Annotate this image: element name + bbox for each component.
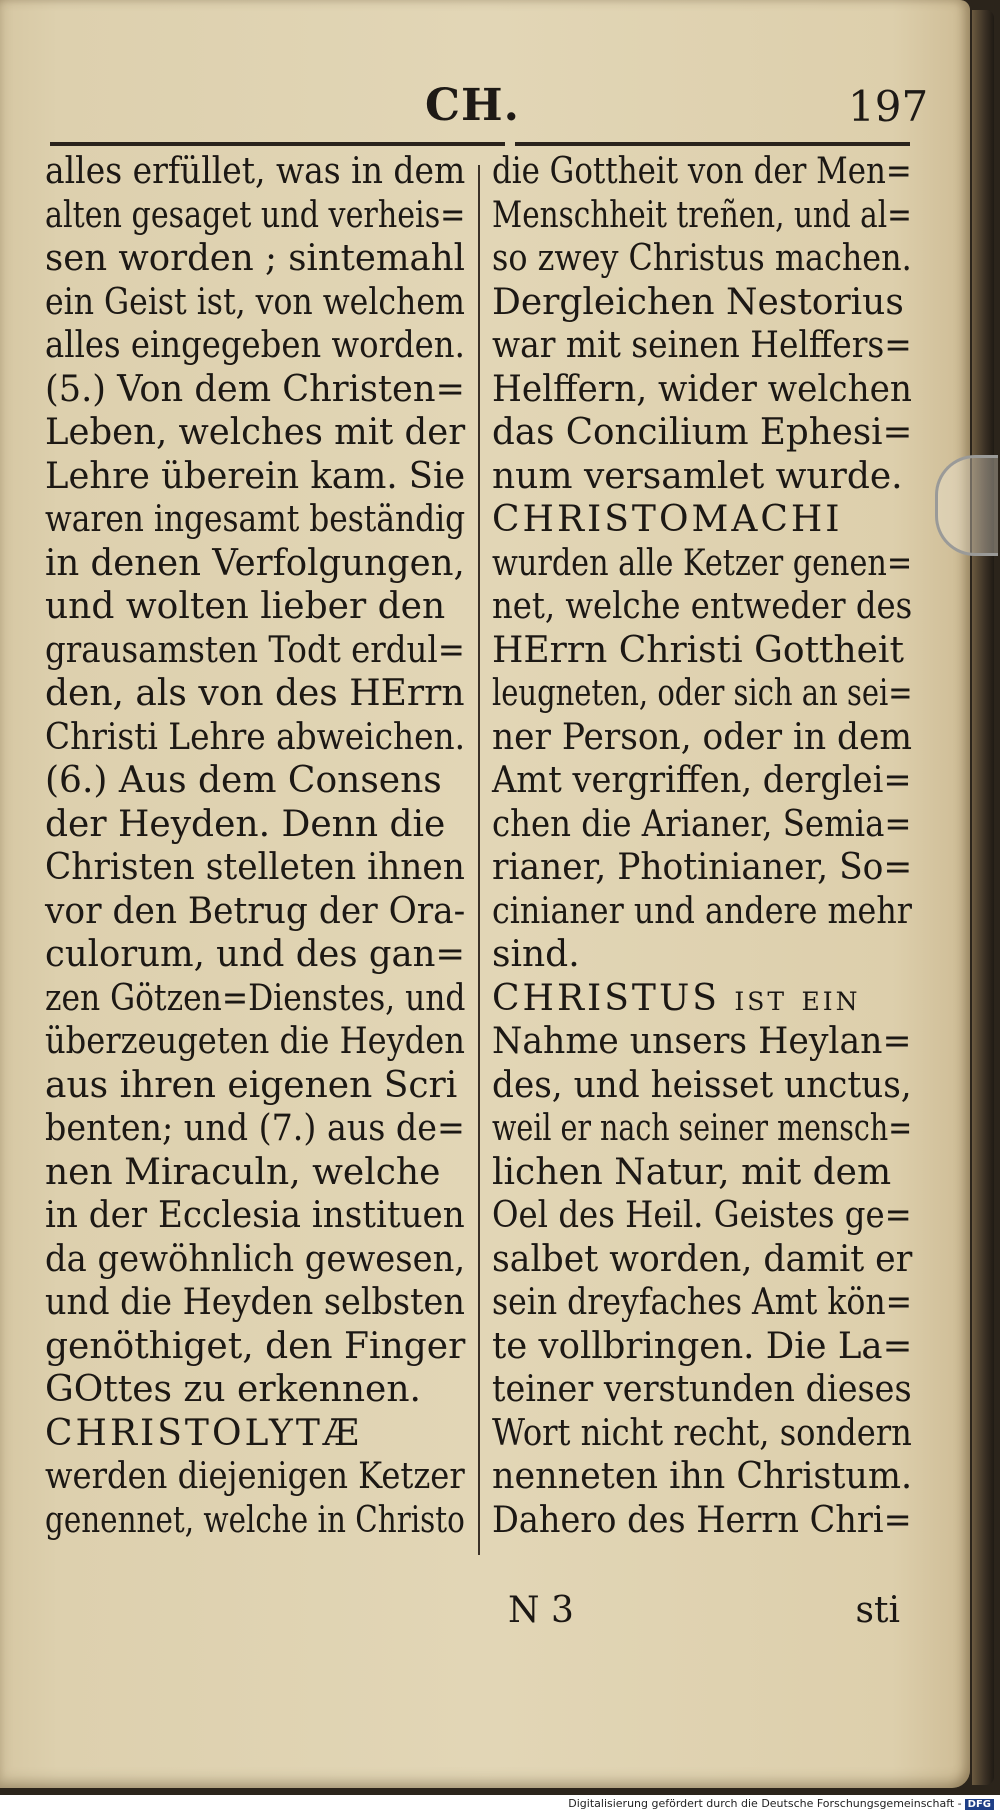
text-line: Menschheit treñen, und al= — [492, 194, 912, 236]
text-line: teiner verstunden dieses — [492, 1369, 912, 1410]
text-line: die Gottheit von der Men= — [492, 151, 912, 192]
text-line: den, als von des HErrn — [45, 673, 465, 714]
text-line: war mit seinen Helffers= — [492, 325, 912, 366]
text-line: culorum, und des gan= — [45, 934, 466, 975]
text-line: und die Heyden selbsten — [45, 1282, 465, 1323]
text-line: zen Götzen=Dienstes, und — [45, 977, 466, 1019]
text-line: das Concilium Ephesi= — [492, 412, 913, 453]
text-line: rianer, Photinianer, So= — [492, 847, 913, 888]
text-line: salbet worden, damit er — [492, 1238, 913, 1280]
text-line: alles erfüllet, was in dem — [45, 151, 466, 192]
text-line: und wolten lieber den — [45, 586, 446, 627]
text-line: Christen stelleten ihnen — [45, 847, 465, 888]
text-line: benten; und (7.) aus de= — [45, 1108, 465, 1149]
text-line: nen Miraculn, welche — [45, 1151, 441, 1193]
text-line: vor den Betrug der Ora- — [45, 890, 466, 932]
text-line: wurden alle Ketzer genen= — [492, 542, 913, 584]
text-line: werden diejenigen Ketzer — [45, 1456, 465, 1497]
text-line: sen worden ; sintemahl — [45, 238, 465, 279]
text-line: aus ihren eigenen Scri — [45, 1064, 458, 1106]
text-line: net, welche entweder des — [492, 586, 913, 627]
column-divider — [478, 165, 480, 1555]
text-line: ein Geist ist, von welchem — [45, 281, 465, 323]
credit-line — [568, 1797, 994, 1810]
text-line: grausamsten Todt erdul= — [45, 629, 465, 671]
text-line: nenneten ihn Christum. — [492, 1456, 913, 1497]
text-line: num versamlet wurde. — [492, 455, 903, 497]
text-line: waren ingesamt beständig — [45, 499, 466, 540]
text-line: sind. — [492, 934, 580, 975]
text-line: (5.) Von dem Christen= — [45, 368, 465, 410]
text-line: Amt vergriffen, derglei= — [492, 760, 912, 801]
dfg-logo: DFG — [965, 1799, 994, 1810]
text-line: da gewöhnlich gewesen, — [45, 1238, 466, 1280]
text-line: genennet, welche in Christo — [45, 1499, 465, 1541]
text-line: leugneten, oder sich an sei= — [492, 673, 913, 714]
left-column — [45, 150, 465, 1542]
text-line: alten gesaget und verheis= — [45, 194, 466, 236]
text-line: Leben, welches mit der — [45, 412, 466, 453]
text-line: so zwey Christus machen. — [492, 238, 912, 279]
header-rule-left — [50, 142, 505, 146]
text-line: HErrn Christi Gottheit — [492, 629, 904, 671]
page-number: 197 — [848, 82, 929, 131]
text-line: Wort nicht recht, sondern — [492, 1412, 912, 1454]
text-line: lichen Natur, mit dem — [492, 1151, 892, 1193]
text-line: des, und heisset unctus, — [492, 1064, 912, 1106]
text-line: weil er nach seiner mensch= — [492, 1108, 913, 1149]
text-line: sein dreyfaches Amt kön= — [492, 1282, 913, 1323]
text-line: ner Person, oder in dem — [492, 716, 913, 758]
header-rule-right — [515, 142, 910, 146]
text-line: Oel des Heil. Geistes ge= — [492, 1195, 912, 1236]
text-line: in denen Verfolgungen, — [45, 542, 465, 584]
text-line: in der Ecclesia instituen — [45, 1195, 465, 1236]
text-line: cinianer und andere mehr — [492, 890, 912, 932]
text-line: überzeugeten die Heyden — [45, 1021, 465, 1062]
text-line: CHRISTOLYTÆ — [45, 1412, 362, 1454]
text-line: Nahme unsers Heylan= — [492, 1021, 912, 1062]
text-line: Lehre überein kam. Sie — [45, 455, 466, 497]
text-line: der Heyden. Denn die — [45, 803, 446, 845]
text-line: chen die Arianer, Semia= — [492, 803, 912, 845]
text-line: GOttes zu erkennen. — [45, 1369, 421, 1410]
text-line: CHRISTOMACHI — [492, 499, 843, 540]
catchword: sti — [855, 1590, 900, 1631]
text-line: Christi Lehre abweichen. — [45, 716, 466, 758]
text-line: (6.) Aus dem Consens — [45, 760, 442, 801]
text-line: CHRISTUS ist ein — [492, 977, 861, 1019]
signature-mark: N 3 — [508, 1590, 574, 1631]
text-line: genöthiget, den Finger — [45, 1325, 466, 1367]
text-line: Dahero des Herrn Chri= — [492, 1499, 912, 1541]
text-line: te vollbringen. Die La= — [492, 1325, 913, 1367]
thumb-index-tab — [935, 455, 998, 556]
right-column — [492, 150, 912, 1542]
text-line: Dergleichen Nestorius — [492, 281, 904, 323]
page-edge — [972, 10, 994, 1785]
text-line: alles eingegeben worden. — [45, 325, 465, 366]
credit-bar — [0, 1795, 1000, 1817]
text-line: Helffern, wider welchen — [492, 368, 913, 410]
credit-text: Digitalisierung gefördert durch die Deutsche Forschungsgemeinschaft - — [568, 1797, 962, 1810]
running-head: CH. — [425, 80, 520, 131]
